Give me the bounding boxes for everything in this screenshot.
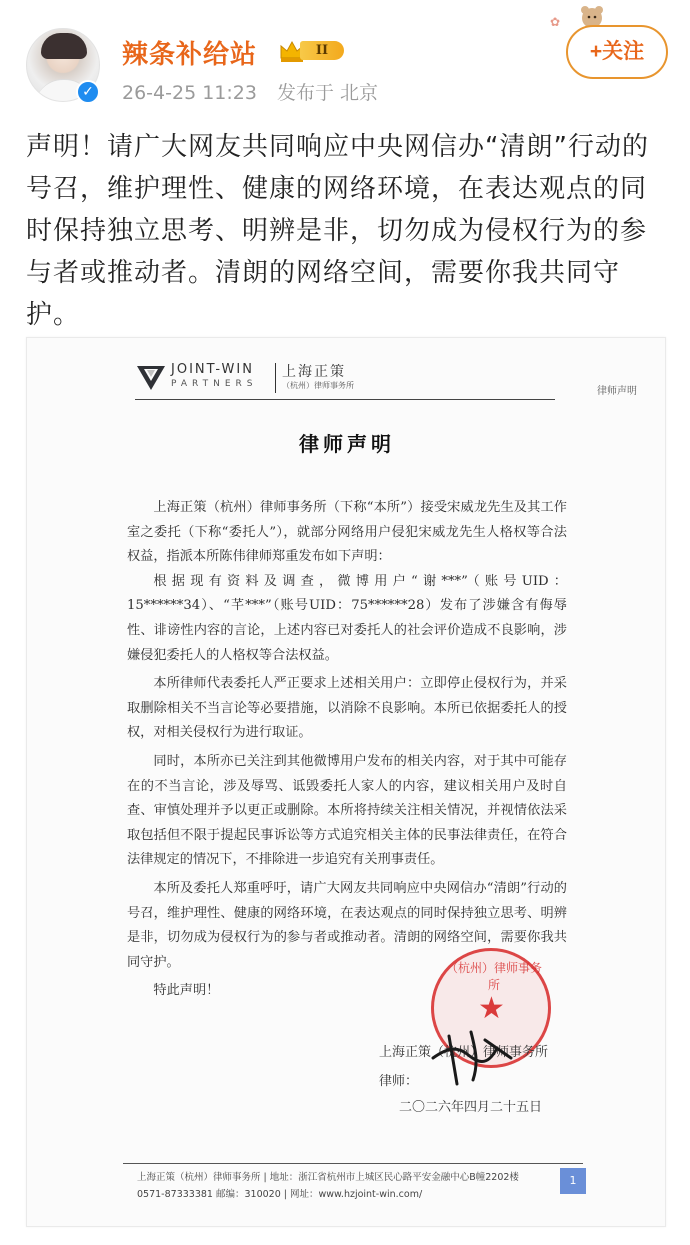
signature-firm: 上海正策（杭州）律师事务所: [379, 1045, 549, 1060]
signature-lawyer-label: 律师：: [379, 1074, 419, 1089]
firm-logo: [137, 360, 367, 396]
level-badge-text: II: [300, 41, 344, 60]
firm-logo-icon: [137, 366, 165, 390]
document-paragraph: 本所律师代表委托人严正要求上述相关用户：立即停止侵权行为，并采取删除相关不当言论等必要措施，以消除不良影响。本所已依据委托人的授权，对相关侵权行为进行取证。: [127, 676, 567, 741]
document-paragraph: 上海正策（杭州）律师事务所（下称“本所”）接受宋威龙先生及其工作室之委托（下称“委托人”），就部分网络用户侵犯宋威龙先生人格权等合法权益，指派本所陈伟律师郑重发布如下声明：: [127, 500, 567, 565]
document-title: 律师声明: [299, 432, 395, 456]
username[interactable]: 辣条补给站: [122, 40, 258, 70]
page-number: 1: [560, 1168, 586, 1194]
post-meta: [122, 78, 392, 105]
official-seal-text: （杭州）律师事务所: [445, 961, 542, 992]
document-footer-rule: [123, 1163, 583, 1164]
firm-logo-en-2: PARTNERS: [171, 379, 258, 389]
level-badge[interactable]: [278, 36, 346, 64]
firm-logo-cn-2: （杭州）律师事务所: [282, 381, 354, 390]
firm-logo-cn-1: 上海正策: [282, 364, 346, 380]
follow-button[interactable]: +关注: [566, 25, 668, 79]
post-text: 声明！请广大网友共同响应中央网信办“清朗”行动的号召，维护理性、健康的网络环境，在表达观点的同时保持独立思考、明辨是非，切勿成为侵权行为的参与者或推动者。清朗的网络空间，需要你我共同守护。: [26, 132, 649, 330]
post-location: 发布于 北京: [277, 82, 379, 104]
statement-document-image[interactable]: [26, 337, 666, 1227]
post-timestamp: 26-4-25 11:23: [122, 82, 257, 104]
document-paragraph: 根据现有资料及调查，微博用户“谢***”（账号UID：15******34）、“芊***”（账号UID：75******28）发布了涉嫌含有侮辱性、诽谤性内容的言论，上述内容已对委托人的社会评价造成不良影响，涉嫌侵犯委托人的人格权等合法权益。: [127, 573, 567, 663]
firm-logo-divider: [275, 363, 276, 393]
avatar-hair: [41, 33, 87, 59]
verified-icon: ✓: [76, 80, 100, 104]
seal-star-icon: ★: [478, 991, 505, 1026]
firm-logo-en-1: JOINT-WIN: [171, 362, 254, 377]
document-footer-contact: 0571-87333381 邮编：310020 | 网址：www.hzjoint-win.com/: [137, 1189, 423, 1200]
handwritten-signature: [427, 1018, 517, 1088]
document-footer-address: 上海正策（杭州）律师事务所 | 地址：浙江省杭州市上城区民心路平安金融中心B幢2202楼: [137, 1172, 519, 1183]
document-closing: 特此声明！: [153, 983, 220, 999]
svg-text:✿: ✿: [550, 15, 561, 29]
post-header: [0, 0, 690, 120]
document-paragraph: 本所及委托人郑重呼吁，请广大网友共同响应中央网信办“清朗”行动的号召，维护理性、健康的网络环境，在表达观点的同时保持独立思考、明辨是非，切勿成为侵权行为的参与者或推动者。清朗的网络空间，需要你我共同守护。: [127, 880, 567, 970]
document-header-rule: [135, 399, 555, 400]
document-body: [127, 496, 567, 1004]
document-header-tag: 律师声明: [597, 386, 637, 397]
document-paragraph: 同时，本所亦已关注到其他微博用户发布的相关内容，对于其中可能存在的不当言论，涉及辱骂、诋毁委托人家人的内容，建议相关用户及时自查、审慎处理并予以更正或删除。本所将持续关注相关情况，并视情依法采取包括但不限于提起民事诉讼等方式追究相关主体的民事法律责任，在符合法律规定的情况下，不排除进一步追究有关刑事责任。: [127, 753, 567, 868]
signature-date: 二〇二六年四月二十五日: [399, 1100, 543, 1115]
